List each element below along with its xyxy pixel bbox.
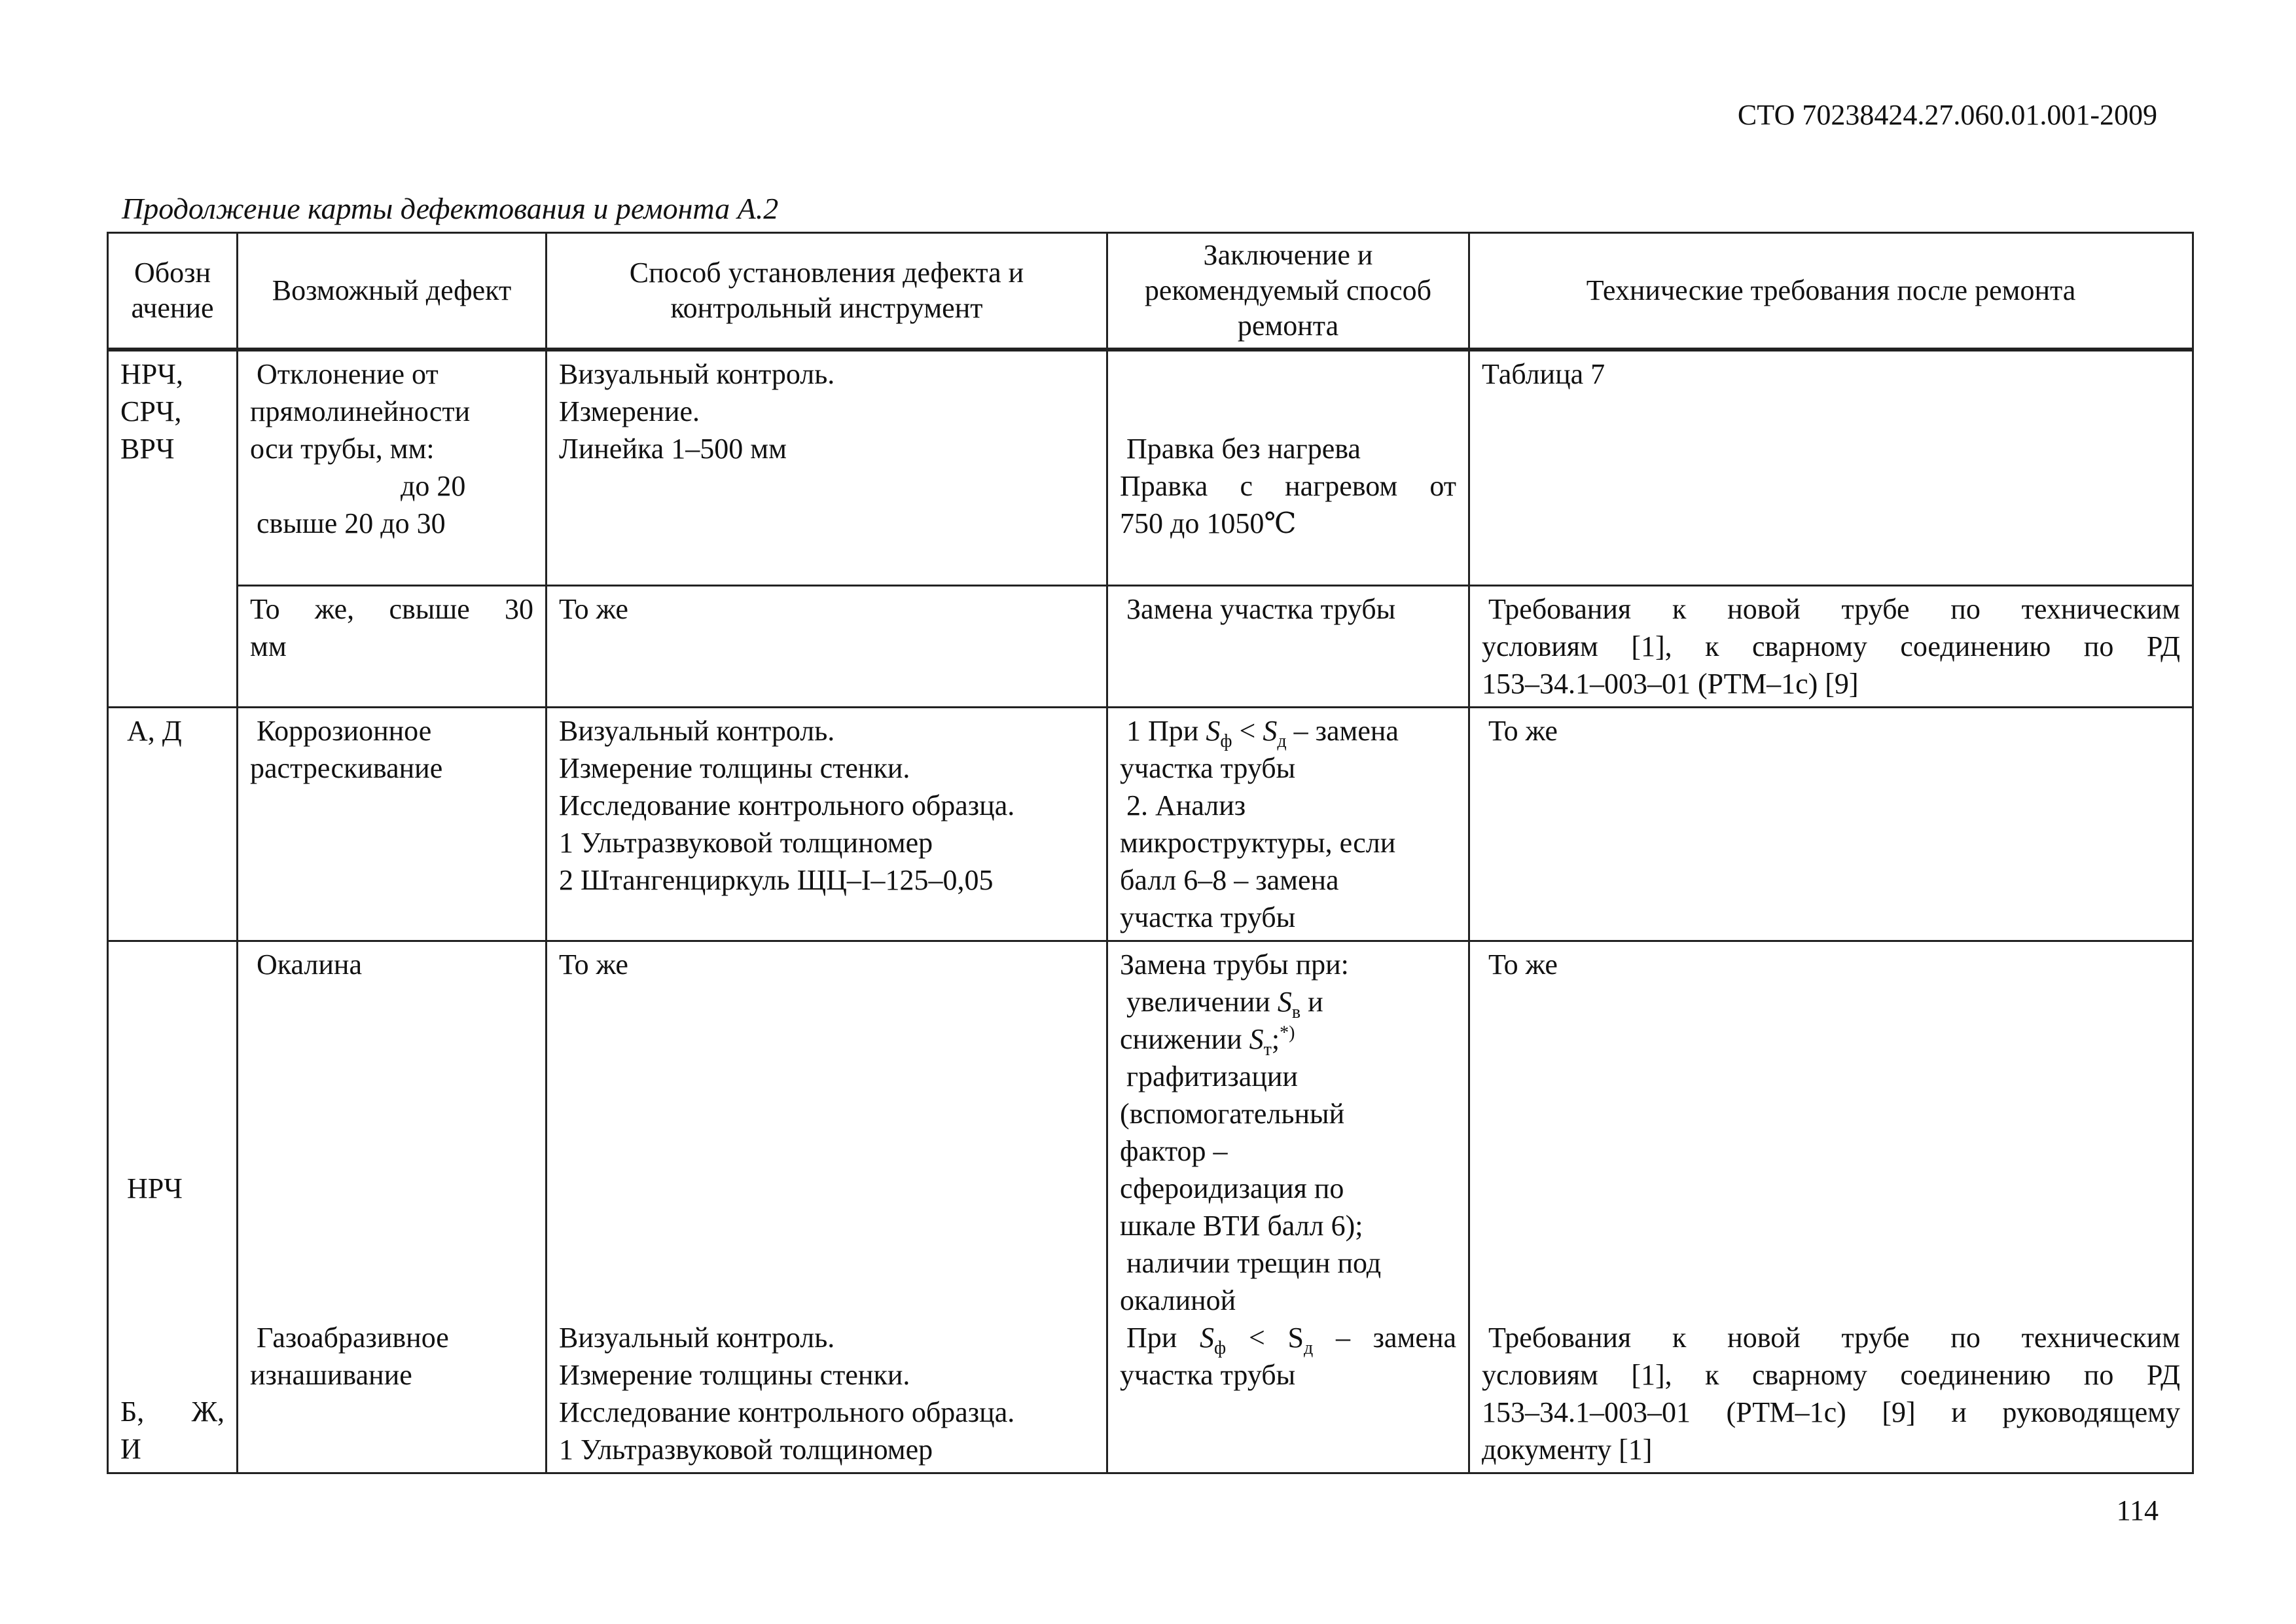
cell-method: Визуальный контроль. Измерение. Линейка 1–500 мм: [547, 350, 1107, 585]
defect-repair-table: [107, 232, 2194, 1474]
header-code: Обозн ачение: [108, 233, 238, 350]
header-requirements: Технические требования после ремонта: [1469, 233, 2193, 350]
cell-repair: 1 При $S_ф < S_д$ – замена участка трубы 2. Анализ микроструктуры, если балл 6–8 – замена участка трубы: [1107, 707, 1469, 941]
cell-defect: Отклонение от прямолинейности оси трубы, мм: до 20 свыше 20 до 30: [238, 350, 547, 585]
cell-repair: Замена участка трубы: [1107, 585, 1469, 707]
cell-defect: Коррозионное растрескивание: [238, 707, 547, 941]
cell-repair: Замена трубы при: увеличении $S_в$ и снижении $S_т;^{*)}$ графитизации (вспомогательный фактор – сфероидизация по шкале ВТИ балл 6); наличии трещин под окалиной При $S_ф < S_д$ – замена участка трубы: [1107, 941, 1469, 1473]
table-caption: Продолжение карты дефектования и ремонта А.2: [122, 192, 779, 225]
cell-code: А, Д: [108, 707, 238, 941]
cell-method: То же: [547, 585, 1107, 707]
table-header-row: [108, 233, 2193, 350]
table-row: [108, 941, 2193, 1473]
page-number: 114: [2116, 1494, 2159, 1526]
cell-defect: То же, свыше 30 мм: [238, 585, 547, 707]
table-row: [108, 707, 2193, 941]
cell-defect: Окалина Газоабразивное изнашивание: [238, 941, 547, 1473]
cell-repair: Правка без нагрева Правка с нагревом от 750 до 1050℃: [1107, 350, 1469, 585]
cell-method: Визуальный контроль. Измерение толщины стенки. Исследование контрольного образца. 1 Ультразвуковой толщиномер 2 Штангенциркуль ЩЦ–I–125–0,05: [547, 707, 1107, 941]
cell-code: НРЧ, СРЧ, ВРЧ: [108, 350, 238, 707]
table-row: [108, 350, 2193, 585]
table-row: [108, 585, 2193, 707]
header-method: Способ установления дефекта и контрольный инструмент: [547, 233, 1107, 350]
cell-requirements: То же Требования к новой трубе по техническим условиям [1], к сварному соединению по РД 153–34.1–003–01 (РТМ–1с) [9] и руководящему документу [1]: [1469, 941, 2193, 1473]
document-code: СТО 70238424.27.060.01.001-2009: [1737, 99, 2157, 131]
cell-requirements: Требования к новой трубе по техническим условиям [1], к сварному соединению по РД 153–34.1–003–01 (РТМ–1с) [9]: [1469, 585, 2193, 707]
header-repair: Заключение и рекомендуемый способ ремонта: [1107, 233, 1469, 350]
cell-method: То же Визуальный контроль. Измерение толщины стенки. Исследование контрольного образца. 1 Ультразвуковой толщиномер: [547, 941, 1107, 1473]
header-defect: Возможный дефект: [238, 233, 547, 350]
cell-requirements: Таблица 7: [1469, 350, 2193, 585]
cell-requirements: То же: [1469, 707, 2193, 941]
cell-code: НРЧ Б, Ж, И: [108, 941, 238, 1473]
